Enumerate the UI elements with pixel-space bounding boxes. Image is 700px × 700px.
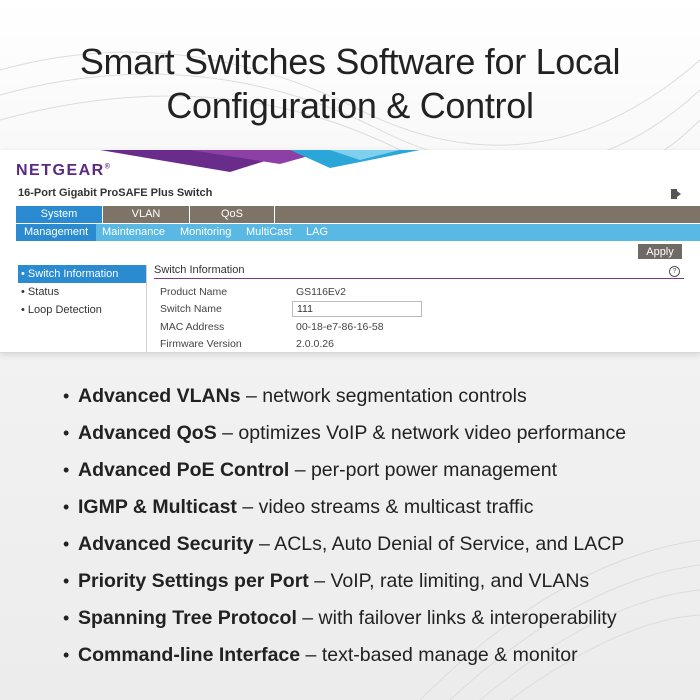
row-mac-address	[160, 319, 680, 336]
subtab-multicast[interactable]: MultiCast	[246, 226, 292, 238]
switch-info-content	[154, 264, 684, 352]
firmware-version-label: Firmware Version	[160, 338, 242, 350]
main-nav	[16, 206, 700, 223]
subtab-maintenance[interactable]: Maintenance	[102, 226, 165, 238]
feature-list	[63, 382, 693, 678]
leftnav-status[interactable]: • Status	[21, 286, 60, 298]
feature-item: • Advanced Security – ACLs, Auto Denial of Service, and LACP	[63, 533, 625, 555]
headline-line-2: Configuration & Control	[166, 85, 534, 126]
headline-line-1: Smart Switches Software for Local	[79, 41, 621, 82]
row-firmware-version	[160, 336, 680, 353]
switch-ui-screenshot	[0, 150, 700, 353]
sub-nav	[16, 224, 700, 241]
headline	[0, 40, 700, 128]
apply-button[interactable]: Apply	[638, 244, 682, 259]
feature-item: • Priority Settings per Port – VoIP, rate limiting, and VLANs	[63, 570, 590, 592]
help-icon[interactable]: ?	[669, 266, 680, 277]
feature-item: • Advanced QoS – optimizes VoIP & network video performance	[63, 422, 627, 444]
feature-item: • Command-line Interface – text-based manage & monitor	[63, 644, 578, 666]
leftnav-loop-detection[interactable]: • Loop Detection	[21, 304, 102, 316]
left-nav	[18, 265, 147, 352]
switch-name-label: Switch Name	[160, 303, 222, 315]
subtab-monitoring[interactable]: Monitoring	[180, 226, 232, 238]
mac-address-value: 00-18-e7-86-16-58	[296, 321, 384, 333]
firmware-version-value: 2.0.0.26	[296, 338, 334, 350]
leftnav-switch-information[interactable]: • Switch Information	[18, 265, 146, 283]
subtab-lag[interactable]: LAG	[306, 226, 329, 238]
tab-vlan[interactable]: VLAN	[103, 206, 190, 223]
feature-item: • Advanced VLANs – network segmentation controls	[63, 385, 527, 407]
mac-address-label: MAC Address	[160, 321, 225, 333]
logout-icon[interactable]	[670, 188, 682, 200]
feature-item: • Advanced PoE Control – per-port power management	[63, 459, 558, 481]
netgear-logo: NETGEAR®	[16, 162, 110, 179]
section-divider	[154, 278, 684, 279]
feature-item: • Spanning Tree Protocol – with failover links & interoperability	[63, 607, 617, 629]
row-product-name	[160, 284, 680, 301]
tab-qos[interactable]: QoS	[190, 206, 275, 223]
section-title: Switch Information	[154, 264, 245, 276]
product-name-value: GS116Ev2	[296, 286, 347, 298]
row-switch-name	[160, 301, 680, 318]
switch-name-input[interactable]	[292, 301, 422, 317]
feature-item: • IGMP & Multicast – video streams & multicast traffic	[63, 496, 534, 518]
subtab-management[interactable]: Management	[16, 224, 96, 241]
tab-system[interactable]: System	[16, 206, 103, 223]
product-model: 16-Port Gigabit ProSAFE Plus Switch	[18, 187, 213, 199]
product-name-label: Product Name	[160, 286, 228, 298]
